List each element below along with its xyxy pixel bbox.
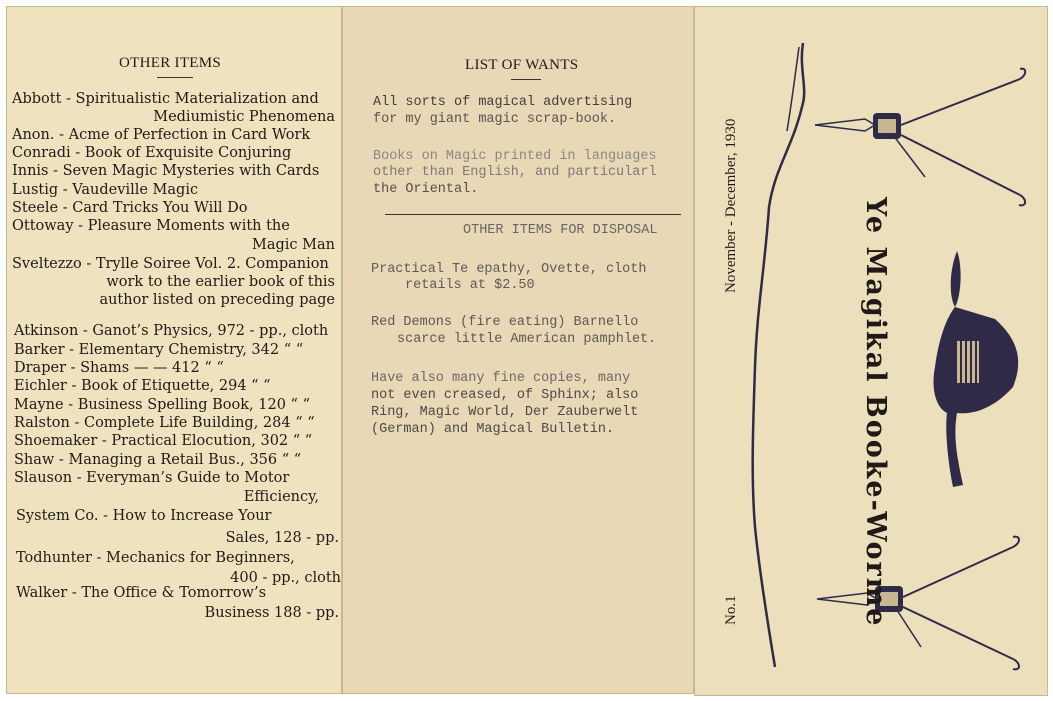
section-divider [385, 214, 681, 215]
want-line: All sorts of magical advertising [373, 95, 633, 110]
list-of-wants-panel [342, 6, 694, 694]
disposal-line: Red Demons (fire eating) Barnello [371, 315, 639, 330]
book-entry-continued: Efficiency, [243, 489, 319, 505]
book-entry: Lustig - Vaudeville Magic [12, 182, 199, 198]
issue-date: November - December, 1930 [723, 118, 739, 293]
book-entry: Innis - Seven Magic Mysteries with Cards [12, 163, 320, 179]
book-entry: Mayne - Business Spelling Book, 120 “ “ [14, 397, 310, 413]
book-entry: Atkinson - Ganot’s Physics, 972 - pp., cloth [14, 323, 329, 339]
list-of-wants-heading: LIST OF WANTS [465, 57, 579, 73]
cover-panel [694, 6, 1048, 696]
book-entry-continued: 400 - pp., cloth [230, 570, 341, 586]
other-items-heading: OTHER ITEMS [119, 55, 222, 71]
disposal-line: not even creased, of Sphinx; also [371, 388, 639, 403]
book-entry: Ottoway - Pleasure Moments with the [12, 218, 290, 234]
disposal-line: Practical Te epathy, Ovette, cloth [371, 262, 647, 277]
want-line: for my giant magic scrap-book. [373, 112, 617, 127]
book-entry: Draper - Shams — — 412 “ “ [14, 360, 224, 376]
disposal-line: Have also many fine copies, many [371, 371, 631, 386]
book-entry: Ralston - Complete Life Building, 284 “ “ [14, 415, 315, 431]
want-line: the Oriental. [373, 182, 479, 197]
candelabra-top-icon [815, 69, 1025, 206]
heading-underline [157, 77, 193, 78]
book-entry: Slauson - Everyman’s Guide to Motor [14, 470, 290, 486]
disposal-heading: OTHER ITEMS FOR DISPOSAL [463, 223, 658, 238]
book-entry: Sveltezzo - Trylle Soiree Vol. 2. Companion [12, 256, 329, 272]
disposal-line: scarce little American pamphlet. [397, 332, 657, 347]
book-entry-continued: author listed on preceding page [99, 292, 335, 308]
book-entry: Conradi - Book of Exquisite Conjuring [12, 145, 292, 161]
book-entry: Barker - Elementary Chemistry, 342 “ “ [14, 342, 304, 358]
book-entry: Eichler - Book of Etiquette, 294 “ “ [14, 378, 271, 394]
book-entry: Abbott - Spiritualistic Materialization and [12, 91, 319, 107]
book-entry: Anon. - Acme of Perfection in Card Work [12, 127, 311, 143]
publication-title: Ye Magikal Booke-Worme [860, 197, 891, 628]
bookworm-figure-icon [934, 251, 1019, 487]
other-items-panel [6, 6, 342, 694]
book-entry-continued: Sales, 128 - pp. [225, 530, 339, 546]
want-line: Books on Magic printed in languages [373, 149, 657, 164]
book-entry-continued: Mediumistic Phenomena [153, 109, 335, 125]
book-entry: Shoemaker - Practical Elocution, 302 “ “ [14, 433, 313, 449]
issue-number: No.1 [723, 595, 739, 625]
disposal-line: retails at $2.50 [405, 278, 535, 293]
curved-border-line [753, 43, 804, 667]
book-entry: Steele - Card Tricks You Will Do [12, 200, 248, 216]
want-line: other than English, and particularl [373, 165, 657, 180]
book-entry: System Co. - How to Increase Your [16, 508, 272, 524]
book-entry: Shaw - Managing a Retail Bus., 356 “ “ [14, 452, 302, 468]
book-entry-continued: Business 188 - pp. [204, 605, 339, 621]
book-entry: Walker - The Office & Tomorrow’s [16, 585, 267, 601]
book-entry-continued: work to the earlier book of this [106, 274, 335, 290]
candelabra-bottom-icon [817, 537, 1019, 670]
heading-underline [511, 79, 541, 80]
disposal-line: (German) and Magical Bulletin. [371, 422, 615, 437]
book-entry-continued: Magic Man [252, 237, 335, 253]
disposal-line: Ring, Magic World, Der Zauberwelt [371, 405, 639, 420]
book-entry: Todhunter - Mechanics for Beginners, [16, 550, 295, 566]
